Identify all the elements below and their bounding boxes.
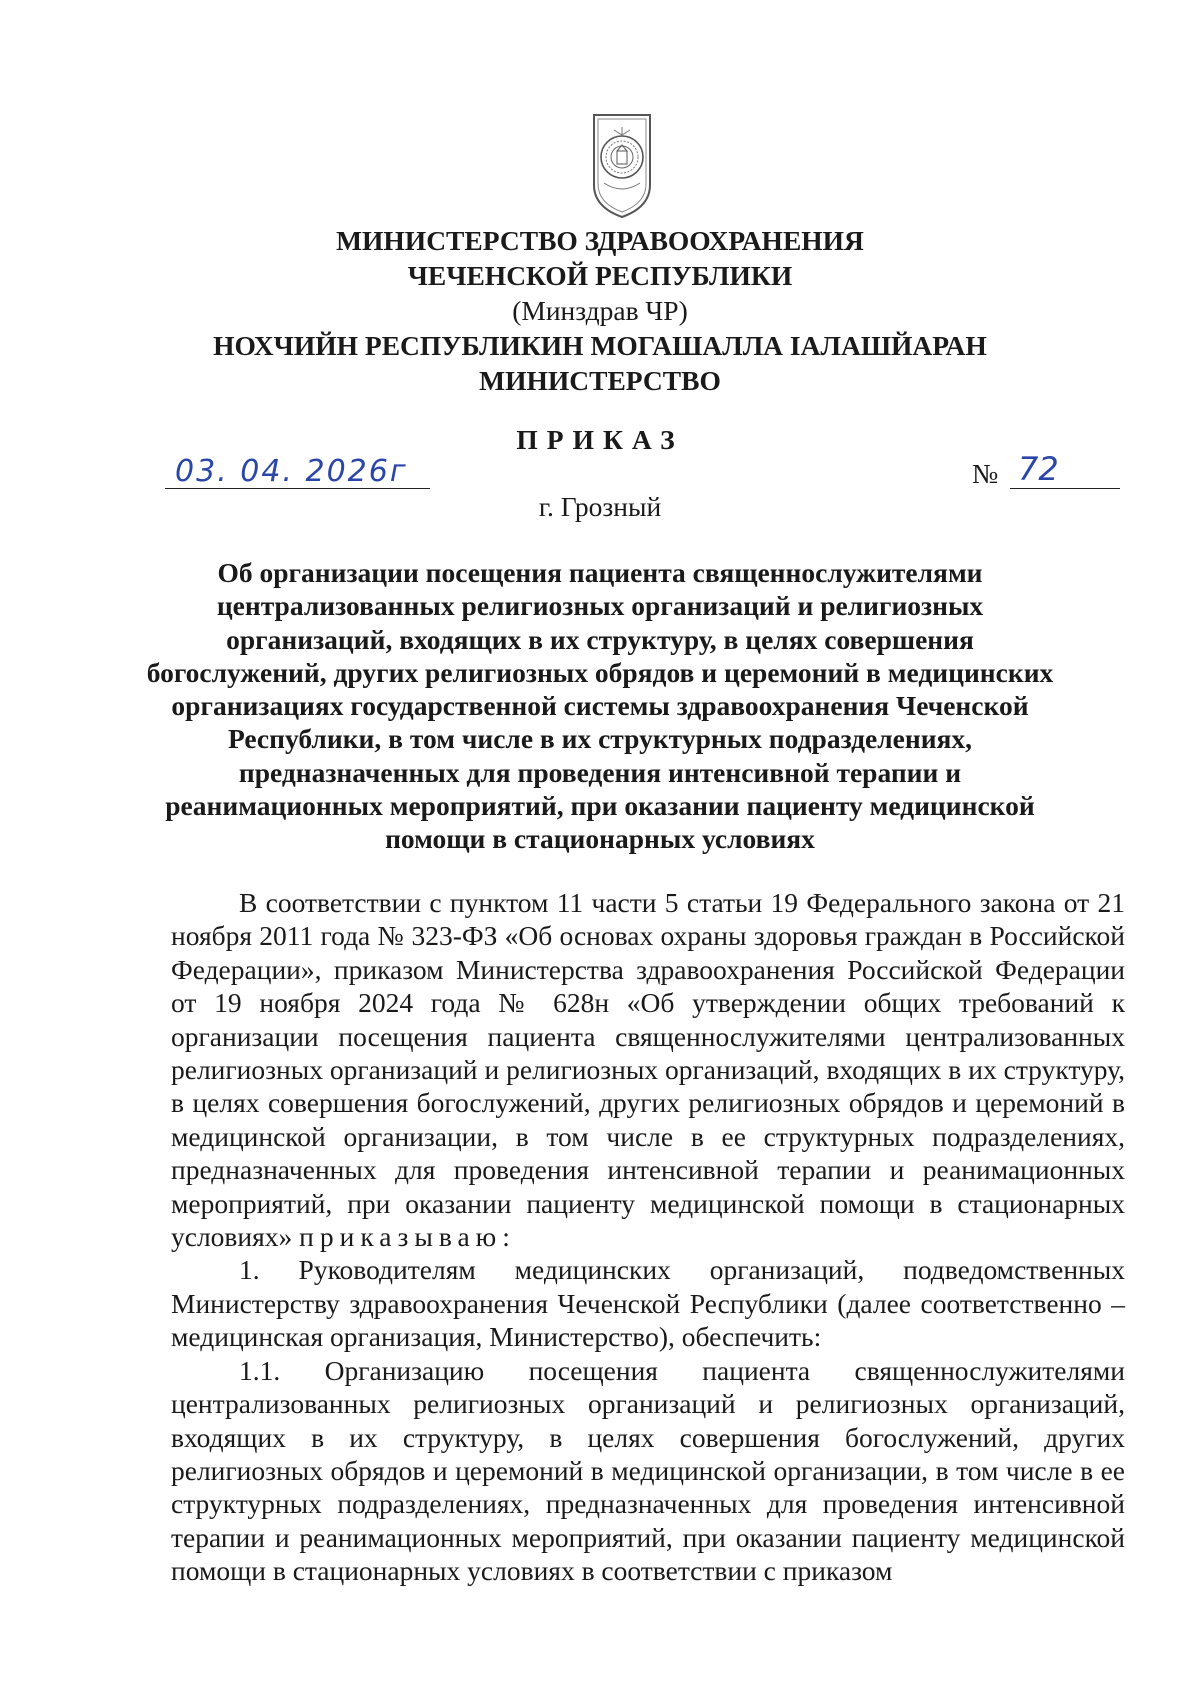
order-date: 03. 04. 2026г — [175, 454, 408, 489]
ministry-name-ce-line2: МИНИСТЕРСТВО — [479, 365, 721, 396]
title-line: Республики, в том числе в их структурных подразделениях, — [227, 723, 973, 755]
item-1-paragraph: 1. Руководителям медицинских организаций, подведомственных Министерству здравоохранения Чеченской Республики (далее соответственно – медицинская организация, Министерство), обеспечить: — [171, 1254, 1125, 1353]
ministry-name-ce-line1: НОХЧИЙН РЕСПУБЛИКИН МОГАШАЛЛА ӀАЛАШЙАРАН — [213, 330, 987, 361]
order-heading: ПРИКАЗ — [516, 424, 684, 455]
number-sign: № — [972, 458, 999, 489]
title-line: предназначенных для проведения интенсивной терапии и — [238, 756, 962, 788]
preamble-paragraph — [171, 886, 1125, 1253]
title-line: Об организации посещения пациента священнослужителями — [217, 557, 983, 588]
order-city: г. Грозный — [538, 491, 662, 522]
ministry-name-ru-line2: ЧЕЧЕНСКОЙ РЕСПУБЛИКИ — [407, 260, 793, 291]
order-number: 72 — [1018, 450, 1059, 488]
order-title — [0, 556, 1200, 856]
title-line: организациях государственной системы здравоохранения Чеченской — [171, 690, 1029, 722]
title-line: помощи в стационарных условиях — [385, 823, 815, 855]
date-underline — [165, 488, 430, 489]
coat-of-arms-emblem — [590, 111, 654, 219]
title-line: реанимационных мероприятий, при оказании пациенту медицинской — [165, 790, 1035, 822]
title-line: богослужений, других религиозных обрядов и церемоний в медицинских — [146, 656, 1054, 688]
preamble-text: В соответствии с пунктом 11 части 5 статьи 19 Федерального закона от 21 ноября 2011 года № 323-ФЗ «Об основах охраны здоровья граждан в Российской Федерации», приказом Министерства здравоохранения Российской Федерации от 19 ноября 2024 года № 628н «Об утверждении общих требований к организации посещения пациента священнослужителями централизованных религиозных организаций и религиозных организаций, входящих в их структуру, в целях совершения богослужений, других религиозных обрядов и церемоний в медицинской организации, в том числе в ее структурных подразделениях, предназначенных для проведения интенсивной терапии и реанимационных мероприятий, при оказании пациенту медицинской помощи в стационарных условиях» — [171, 887, 1125, 1253]
ministry-abbreviation: (Минздрав ЧР) — [512, 295, 688, 326]
title-line: централизованных религиозных организаций и религиозных — [216, 590, 984, 622]
order-word: приказываю: — [299, 1221, 516, 1253]
ministry-name-ru-line1: МИНИСТЕРСТВО ЗДРАВООХРАНЕНИЯ — [336, 225, 864, 256]
title-line: организаций, входящих в их структуру, в целях совершения — [226, 623, 974, 655]
number-underline — [1010, 488, 1120, 489]
ministry-header — [0, 223, 1200, 398]
item-1-1-paragraph: 1.1. Организацию посещения пациента священнослужителями централизованных религиозных организаций и религиозных организаций, входящих в их структуру, в целях совершения богослужений, других религиозных обрядов и церемоний в медицинской организации, в том числе в ее структурных подразделениях, предназначенных для проведения интенсивной терапии и реанимационных мероприятий, при оказании пациенту медицинской помощи в стационарных условиях в соответствии с приказом — [171, 1354, 1125, 1587]
order-body — [171, 886, 1125, 1588]
